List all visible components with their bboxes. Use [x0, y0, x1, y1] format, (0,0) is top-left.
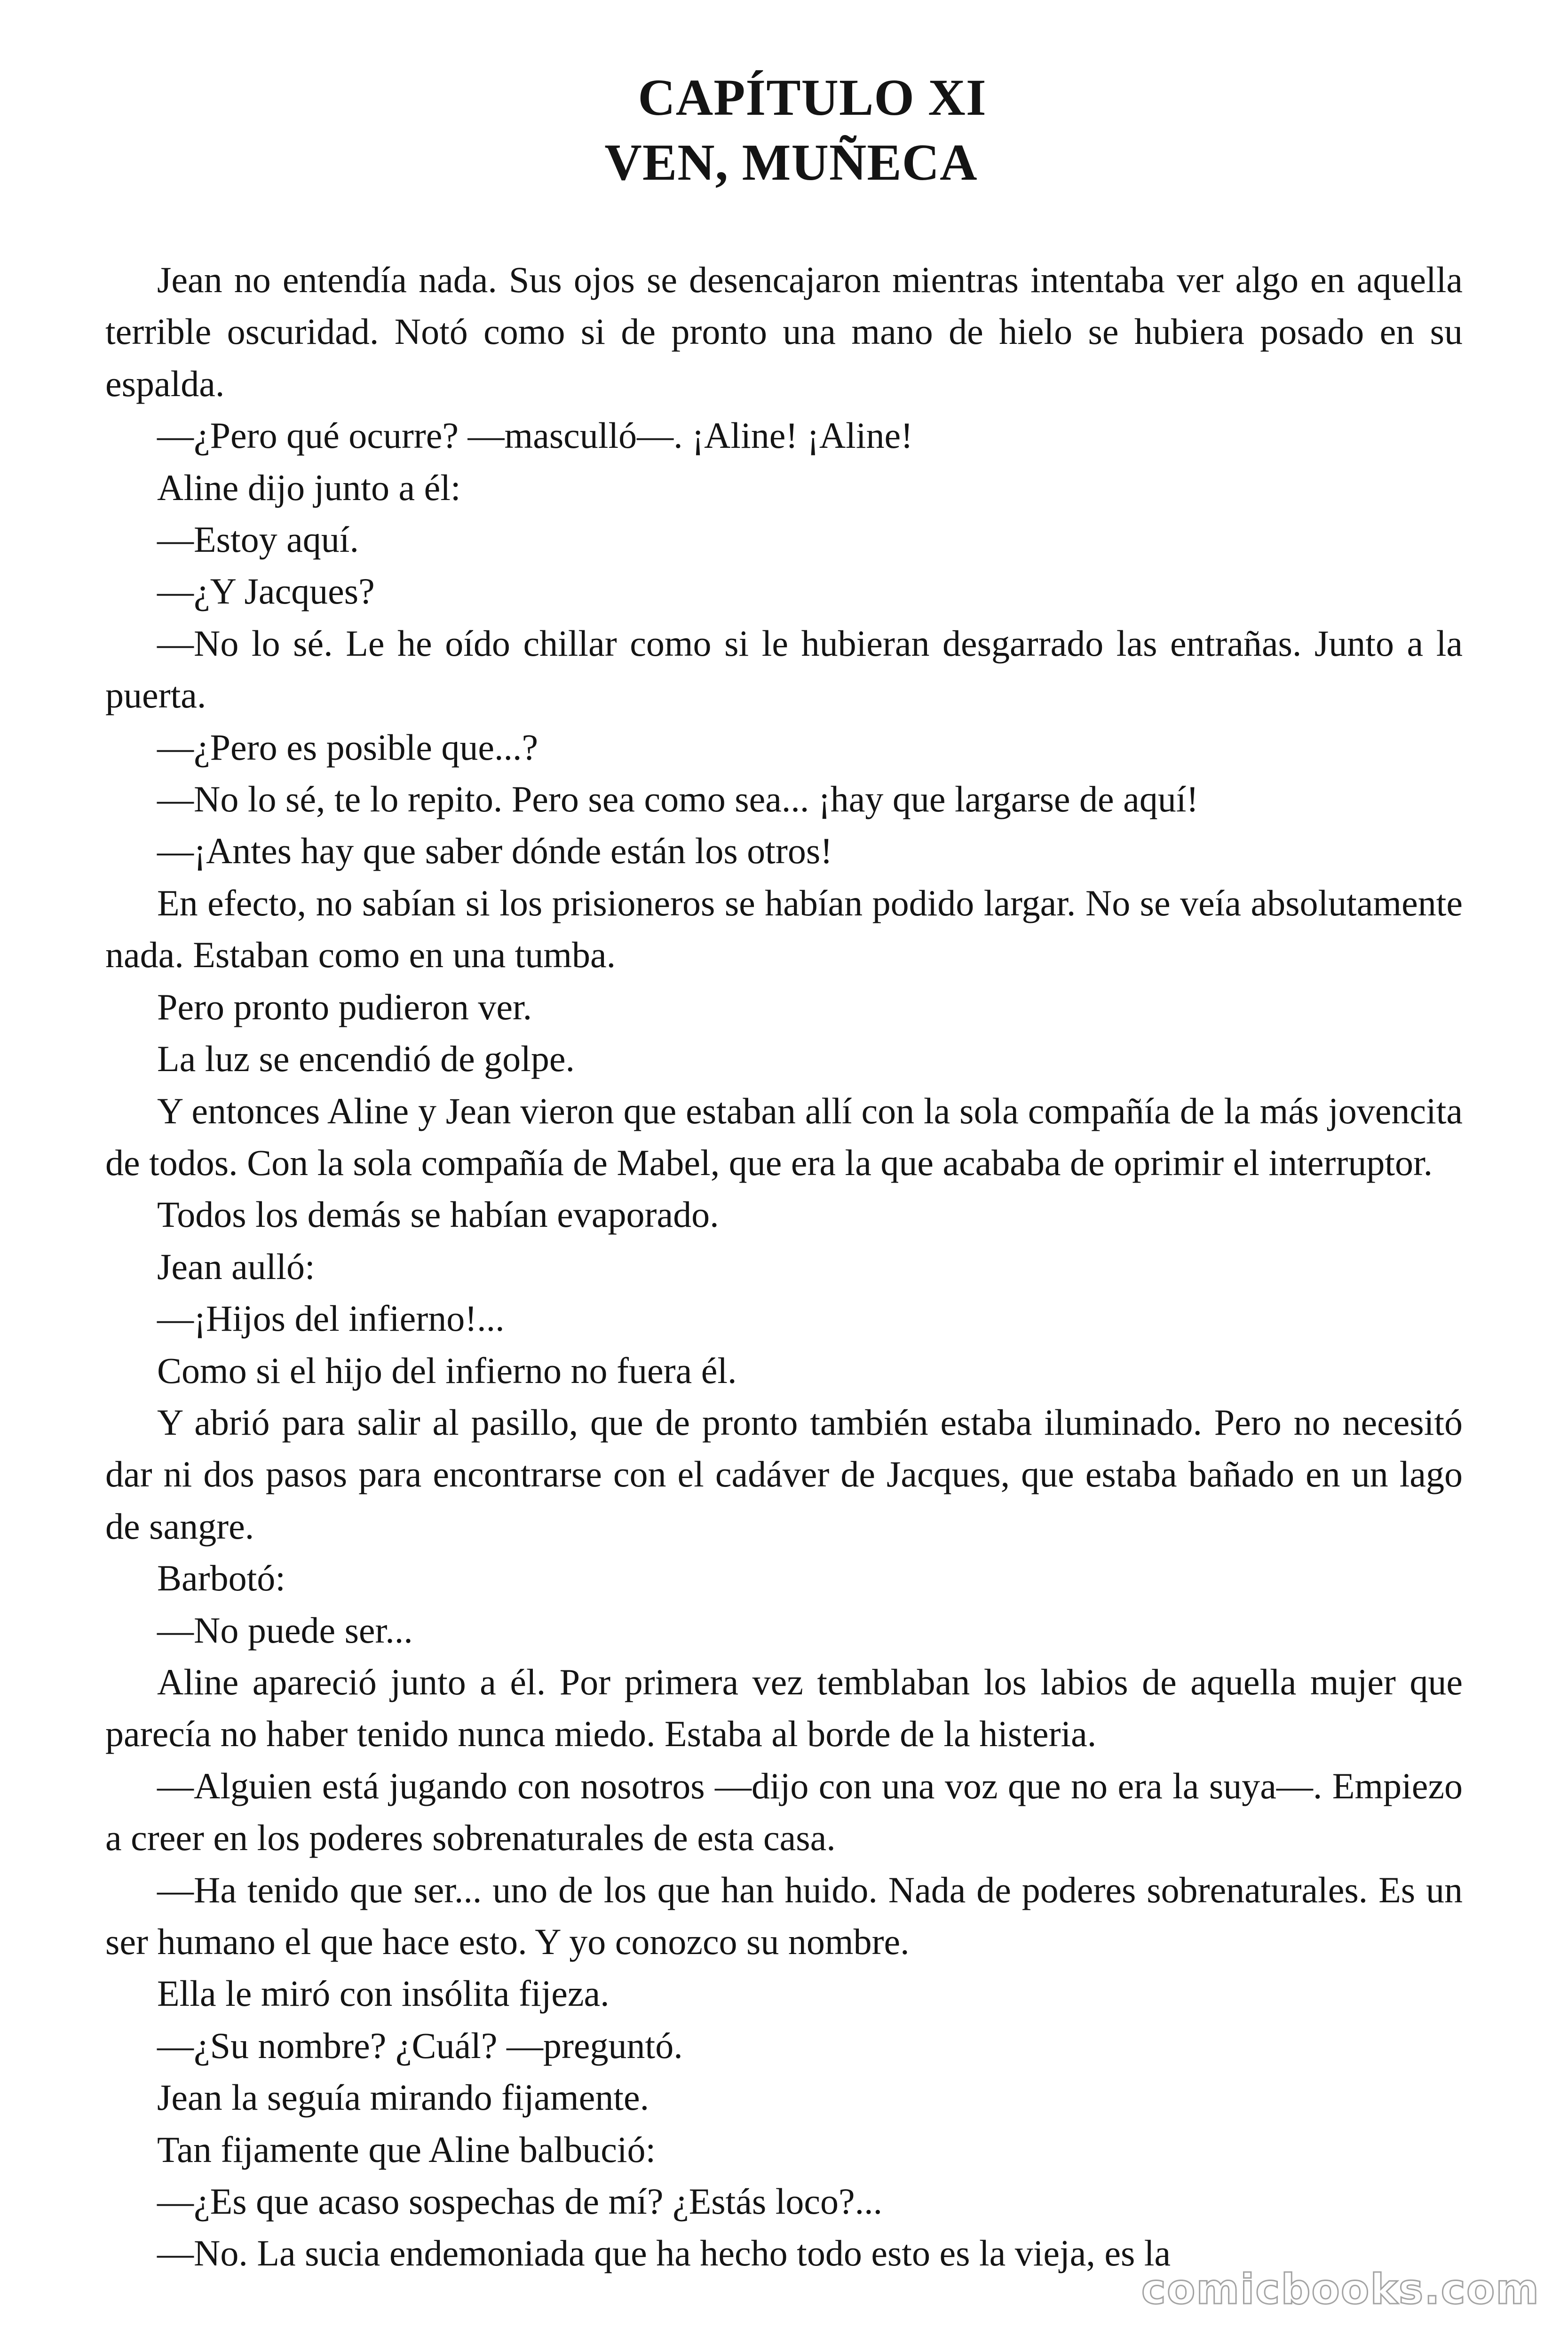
- paragraph: —¿Pero es posible que...?: [157, 726, 539, 768]
- paragraph: En efecto, no sabían si los prisioneros se habían podido largar. No se veía absolutamente nada. Estaban como en una tumba.: [105, 882, 1463, 976]
- paragraph: Barbotó:: [157, 1557, 285, 1599]
- paragraph: —Ha tenido que ser... uno de los que han huido. Nada de poderes sobrenaturales. Es un ser humano el que hace esto. Y yo conozco su nombre.: [105, 1869, 1463, 1962]
- paragraph: —No. La sucia endemoniada que ha hecho todo esto es la vieja, es la: [157, 2233, 1171, 2274]
- paragraph: —¿Es que acaso sospechas de mí? ¿Estás loco?...: [157, 2181, 883, 2222]
- chapter-title: VEN, MUÑECA: [604, 134, 978, 191]
- chapter-number: CAPÍTULO XI: [638, 69, 987, 126]
- paragraph: —¿Su nombre? ¿Cuál? —preguntó.: [157, 2025, 683, 2066]
- paragraph: Tan fijamente que Aline balbució:: [157, 2129, 656, 2170]
- paragraph: Como si el hijo del infierno no fuera él.: [157, 1350, 737, 1391]
- chapter-body: [105, 254, 1463, 2280]
- paragraph: Jean la seguía mirando fijamente.: [157, 2077, 649, 2118]
- paragraph: Y entonces Aline y Jean vieron que estaban allí con la sola compañía de la más jovencita de todos. Con la sola compañía de Mabel, que era la que acababa de oprimir el interruptor.: [105, 1090, 1463, 1183]
- site-watermark: comicbooks.com: [1141, 2265, 1540, 2313]
- paragraph: Jean no entendía nada. Sus ojos se desencajaron mientras intentaba ver algo en aquella terrible oscuridad. Notó como si de pronto una mano de hielo se hubiera posado en su espalda.: [105, 259, 1463, 404]
- paragraph: —¡Hijos del infierno!...: [157, 1298, 505, 1339]
- paragraph: —Estoy aquí.: [157, 519, 359, 560]
- paragraph: —¿Y Jacques?: [157, 571, 375, 612]
- paragraph: Ella le miró con insólita fijeza.: [157, 1973, 610, 2014]
- paragraph: —¿Pero qué ocurre? —masculló—. ¡Aline! ¡Aline!: [157, 415, 913, 456]
- paragraph: Y abrió para salir al pasillo, que de pronto también estaba iluminado. Pero no necesitó dar ni dos pasos para encontrarse con el cadáver de Jacques, que estaba bañado en un lago de sangre.: [105, 1401, 1463, 1547]
- paragraph: Aline dijo junto a él:: [157, 467, 461, 508]
- paragraph: Aline apareció junto a él. Por primera vez temblaban los labios de aquella mujer que parecía no haber tenido nunca miedo. Estaba al borde de la histeria.: [105, 1661, 1463, 1755]
- paragraph: —¡Antes hay que saber dónde están los otros!: [157, 830, 833, 872]
- paragraph: La luz se encendió de golpe.: [157, 1038, 575, 1080]
- paragraph: —Alguien está jugando con nosotros —dijo con una voz que no era la suya—. Empiezo a creer en los poderes sobrenaturales de esta casa.: [105, 1765, 1463, 1859]
- paragraph: —No lo sé, te lo repito. Pero sea como sea... ¡hay que largarse de aquí!: [157, 779, 1199, 820]
- paragraph: Todos los demás se habían evaporado.: [157, 1194, 719, 1235]
- paragraph: —No puede ser...: [157, 1609, 413, 1651]
- paragraph: Jean aulló:: [157, 1246, 315, 1287]
- paragraph: Pero pronto pudieron ver.: [157, 986, 532, 1027]
- paragraph: —No lo sé. Le he oído chillar como si le hubieran desgarrado las entrañas. Junto a la puerta.: [105, 622, 1463, 716]
